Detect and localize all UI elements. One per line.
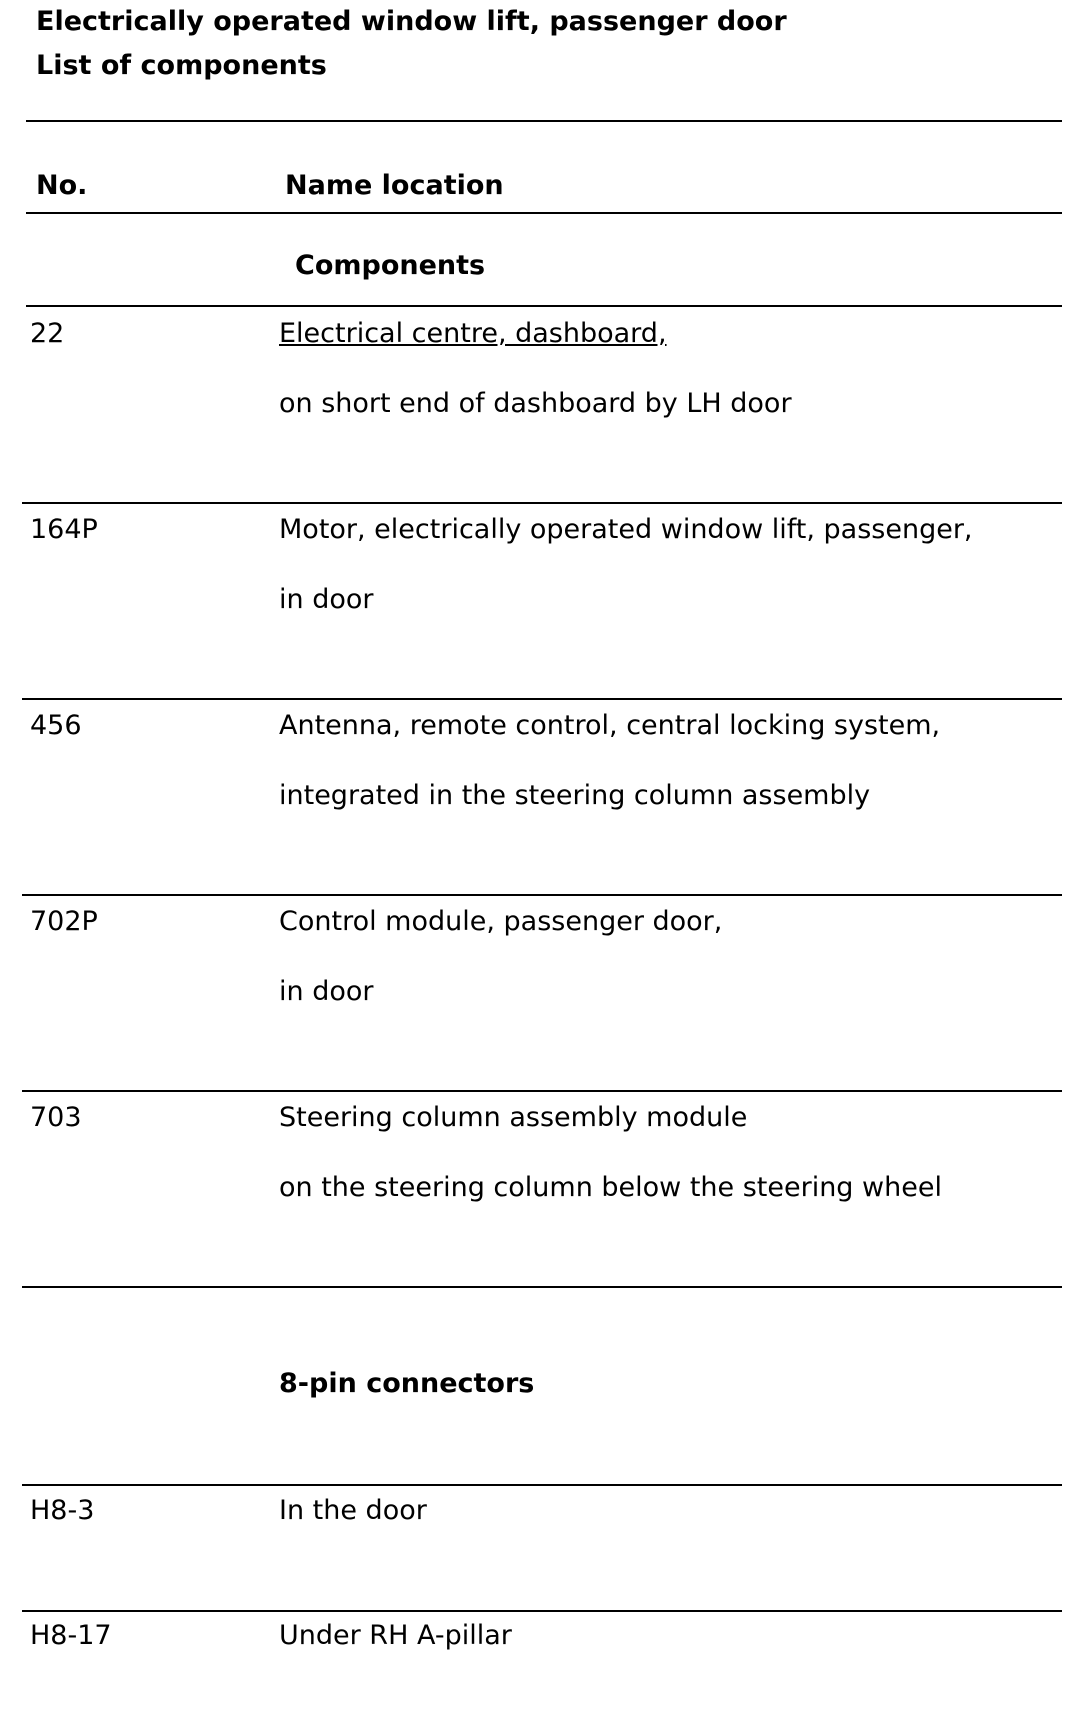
connector-location: Under RH A-pillar xyxy=(279,1620,512,1651)
component-number: 22 xyxy=(30,318,65,349)
component-location: in door xyxy=(279,976,374,1007)
divider xyxy=(22,1286,1062,1288)
component-location: in door xyxy=(279,584,374,615)
divider xyxy=(26,120,1062,122)
section-heading-components: Components xyxy=(295,250,486,281)
component-number: 703 xyxy=(30,1102,82,1133)
connector-number: H8-17 xyxy=(30,1620,112,1651)
connector-location: In the door xyxy=(279,1495,427,1526)
divider xyxy=(22,1090,1062,1092)
component-location: integrated in the steering column assembly xyxy=(279,780,871,811)
component-number: 164P xyxy=(30,514,98,545)
component-number: 702P xyxy=(30,906,98,937)
component-name: Motor, electrically operated window lift, passenger, xyxy=(279,514,973,545)
divider xyxy=(22,698,1062,700)
component-location: on short end of dashboard by LH door xyxy=(279,388,792,419)
component-location: on the steering column below the steering wheel xyxy=(279,1172,942,1203)
page-title: Electrically operated window lift, passenger door xyxy=(36,6,787,37)
column-header-name-location: Name location xyxy=(285,170,504,201)
divider xyxy=(26,212,1062,214)
column-header-no: No. xyxy=(36,170,88,201)
divider xyxy=(22,1484,1062,1486)
component-name: Control module, passenger door, xyxy=(279,906,723,937)
divider xyxy=(22,894,1062,896)
divider xyxy=(22,502,1062,504)
page-subtitle: List of components xyxy=(36,50,327,81)
divider xyxy=(26,305,1062,307)
component-name: Electrical centre, dashboard, xyxy=(279,318,667,349)
connector-number: H8-3 xyxy=(30,1495,95,1526)
section-heading-connectors: 8-pin connectors xyxy=(279,1368,535,1399)
component-number: 456 xyxy=(30,710,82,741)
divider xyxy=(22,1610,1062,1612)
component-name: Antenna, remote control, central locking system, xyxy=(279,710,941,741)
component-name: Steering column assembly module xyxy=(279,1102,748,1133)
